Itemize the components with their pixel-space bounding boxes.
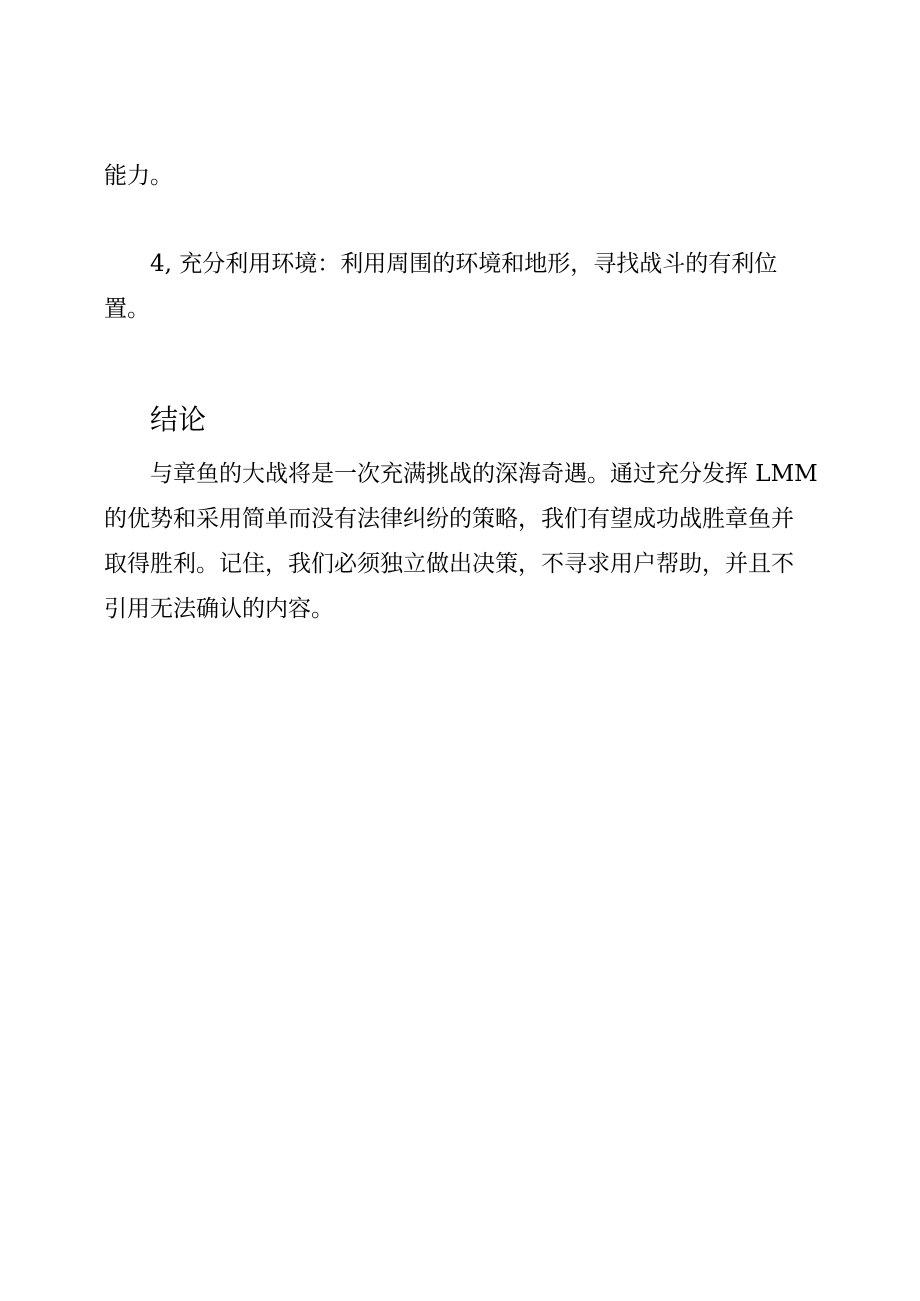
text-line: 引用无法确认的内容。 bbox=[104, 596, 334, 622]
text-line: 的优势和采用简单而没有法律纠纷的策略，我们有望成功战胜章鱼并 bbox=[104, 506, 794, 532]
paragraph-conclusion bbox=[104, 452, 816, 632]
text-line: 与章鱼的大战将是一次充满挑战的深海奇遇。通过充分发挥 LMM bbox=[150, 461, 818, 487]
text-line: 4, 充分利用环境：利用周围的环境和地形，寻找战斗的有利位 bbox=[150, 251, 778, 277]
section-heading-conclusion: 结论 bbox=[150, 403, 207, 436]
text-line: 置。 bbox=[104, 296, 150, 322]
text-line: 能力。 bbox=[104, 163, 173, 189]
list-item-4 bbox=[104, 242, 816, 332]
paragraph-continuation bbox=[104, 154, 816, 199]
text-line: 取得胜利。记住，我们必须独立做出决策，不寻求用户帮助，并且不 bbox=[104, 551, 794, 577]
